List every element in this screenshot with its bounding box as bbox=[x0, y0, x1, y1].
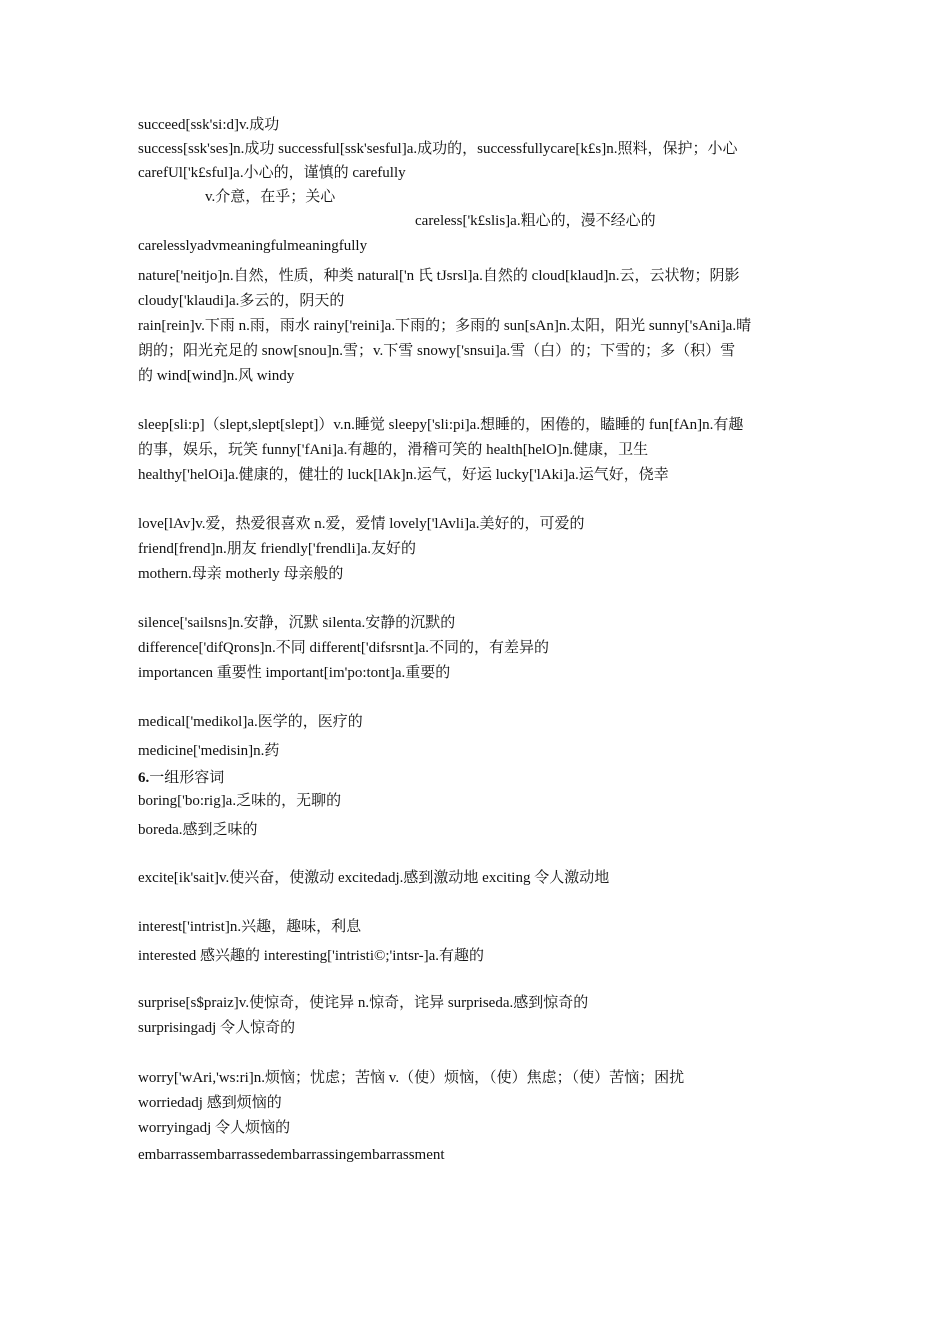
text-line: carelesslyadvmeaningfulmeaningfully bbox=[138, 238, 368, 254]
text-line: silence['sailsns]n.安静，沉默 silenta.安静的沉默的 bbox=[138, 615, 456, 631]
text-line: difference['difQrons]n.不同 different['difsrsnt]a.不同的，有差异的 bbox=[138, 640, 549, 656]
text-line: interested 感兴趣的 interesting['intristi©;'intsr-]a.有趣的 bbox=[138, 948, 485, 964]
text-line: sleep[sli:p]（slept,slept[slept]）v.n.睡觉 sleepy['sli:pi]a.想睡的，困倦的，瞌睡的 fun[fAn]n.有趣 bbox=[138, 417, 744, 433]
section-heading bbox=[138, 768, 224, 788]
section-title: 一组形容词 bbox=[149, 770, 225, 786]
text-line: excite[ik'sait]v.使兴奋，使激动 excitedadj.感到激动地 exciting 令人激动地 bbox=[138, 870, 610, 886]
text-line: carefUl['k£sful]a.小心的，谨慎的 carefully bbox=[138, 165, 406, 181]
text-line: careless['k£slis]a.粗心的，漫不经心的 bbox=[415, 213, 656, 229]
text-line: importancen 重要性 important[im'po:tont]a.重要的 bbox=[138, 665, 451, 681]
text-line: boring['bo:rig]a.乏味的，无聊的 bbox=[138, 793, 342, 809]
text-line: embarrassembarrassedembarrassingembarrassment bbox=[138, 1147, 445, 1163]
text-line: 朗的；阳光充足的 snow[snou]n.雪；v.下雪 snowy['snsui]a.雪（白）的；下雪的；多（积）雪 bbox=[138, 343, 736, 359]
text-line: medical['medikol]a.医学的，医疗的 bbox=[138, 714, 363, 730]
text-line: love[lAv]v.爱，热爱很喜欢 n.爱，爱情 lovely['lAvli]a.美好的，可爱的 bbox=[138, 516, 585, 532]
text-line: rain[rein]v.下雨 n.雨，雨水 rainy['reini]a.下雨的；多雨的 sun[sAn]n.太阳，阳光 sunny['sAni]a.晴 bbox=[138, 318, 752, 334]
text-line: interest['intrist]n.兴趣，趣味，利息 bbox=[138, 919, 362, 935]
text-line: cloudy['klaudi]a.多云的，阴天的 bbox=[138, 293, 345, 309]
text-line: 的事，娱乐，玩笑 funny['fAni]a.有趣的，滑稽可笑的 health[helO]n.健康，卫生 bbox=[138, 442, 649, 458]
text-line: v.介意，在乎；关心 bbox=[205, 189, 336, 205]
text-line: surprisingadj 令人惊奇的 bbox=[138, 1020, 296, 1036]
section-number: 6. bbox=[138, 770, 150, 786]
text-line: medicine['medisin]n.药 bbox=[138, 743, 280, 759]
text-line: worriedadj 感到烦恼的 bbox=[138, 1095, 282, 1111]
text-line: mothern.母亲 motherly 母亲般的 bbox=[138, 566, 344, 582]
text-line: healthy['helOi]a.健康的，健壮的 luck[lAk]n.运气，好运 lucky['lAki]a.运气好，侥幸 bbox=[138, 467, 669, 483]
text-line: succeed[ssk'si:d]v.成功 bbox=[138, 117, 280, 133]
text-line: 的 wind[wind]n.风 windy bbox=[138, 368, 295, 384]
text-line: worryingadj 令人烦恼的 bbox=[138, 1120, 291, 1136]
text-line: boreda.感到乏味的 bbox=[138, 822, 258, 838]
text-line: friend[frend]n.朋友 friendly['frendli]a.友好的 bbox=[138, 541, 417, 557]
text-line: worry['wAri,'ws:ri]n.烦恼；忧虑；苦恼 v.（使）烦恼，（使）焦虑；（使）苦恼；困扰 bbox=[138, 1070, 685, 1086]
text-line: surprise[s$praiz]v.使惊奇，使诧异 n.惊奇，诧异 surpriseda.感到惊奇的 bbox=[138, 995, 589, 1011]
text-line: nature['neitjo]n.自然，性质，种类 natural['n 氏 tJsrsl]a.自然的 cloud[klaud]n.云，云状物；阴影 bbox=[138, 268, 740, 284]
text-line: success[ssk'ses]n.成功 successful[ssk'sesful]a.成功的，successfullycare[k£s]n.照料，保护；小心 bbox=[138, 141, 738, 157]
